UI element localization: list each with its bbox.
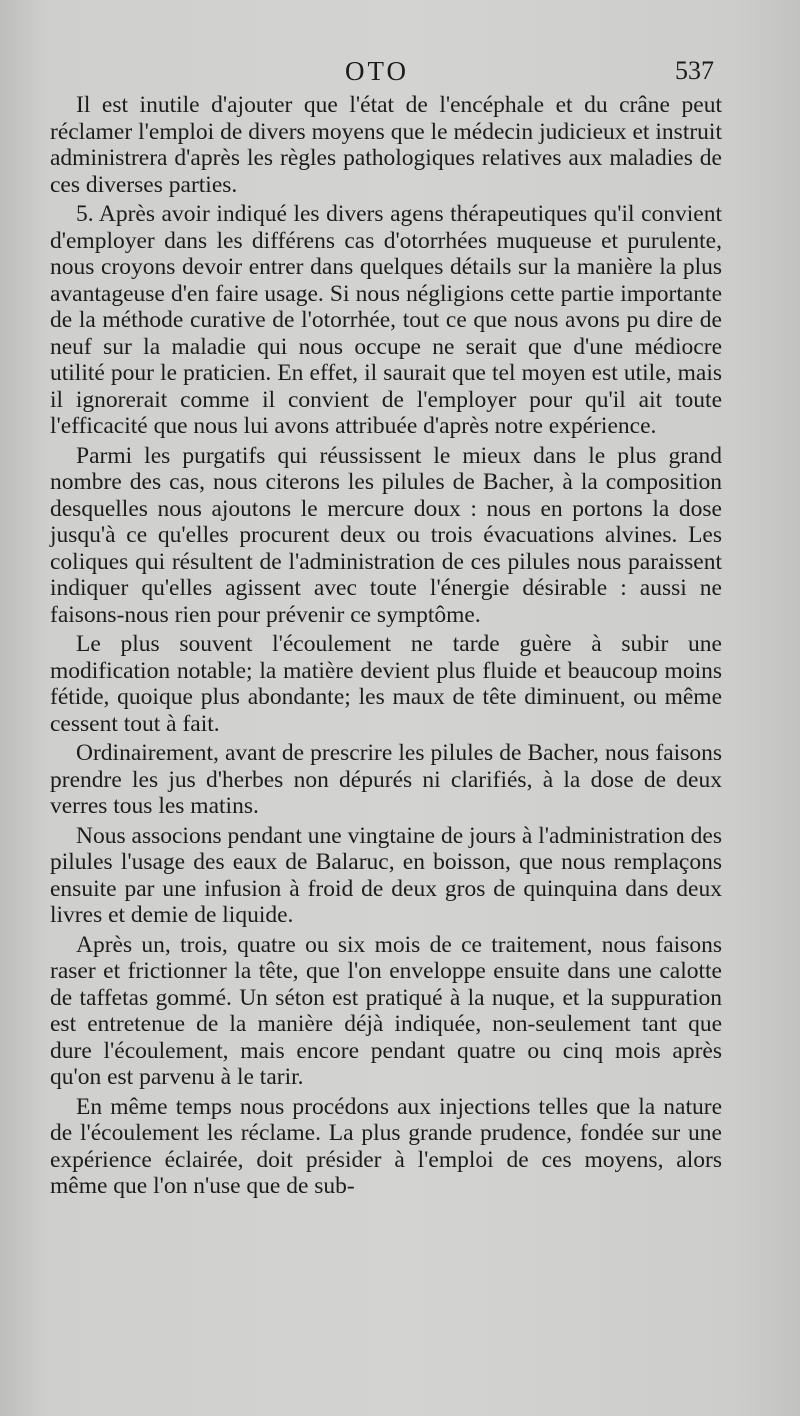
paragraph: Parmi les purgatifs qui réussissent le mieux dans le plus grand nombre des cas, nous citerons les pilules de Bacher, à la composition desquelles nous ajoutons le mercure doux : nous en portons la dose jusqu'à ce qu'elles procurent deux ou trois évacuations alvines. Les coliques qui résultent de l'administration de ces pilules nous paraissent indiquer qu'elles agissent avec toute l'énergie désirable : aussi ne faisons-nous rien pour prévenir ce symptôme. [50,442,722,628]
body-text [50,92,722,1203]
paragraph: Il est inutile d'ajouter que l'état de l'encéphale et du crâne peut réclamer l'emploi de divers moyens que le médecin judicieux et instruit administrera d'après les règles pathologiques relatives aux maladies de ces diverses parties. [50,92,722,198]
paragraph: Ordinairement, avant de prescrire les pilules de Bacher, nous faisons prendre les jus d'herbes non dépurés ni clarifiés, à la dose de deux verres tous les matins. [50,740,722,819]
page-header [0,56,800,90]
paragraph: En même temps nous procédons aux injections telles que la nature de l'écoulement les réclame. La plus grande prudence, fondée sur une expérience éclairée, doit présider à l'emploi de ces moyens, alors même que l'on n'use que de sub- [50,1093,722,1199]
running-head: OTO [345,56,410,86]
paragraph: Le plus souvent l'écoulement ne tarde guère à subir une modification notable; la matière devient plus fluide et beaucoup moins fétide, quoique plus abondante; les maux de tête diminuent, ou même cessent tout à fait. [50,631,722,737]
page-number: 537 [675,56,714,85]
paragraph: 5. Après avoir indiqué les divers agens thérapeutiques qu'il convient d'employer dans les différens cas d'otorrhées muqueuse et purulente, nous croyons devoir entrer dans quelques détails sur la manière la plus avantageuse d'en faire usage. Si nous négligions cette partie importante de la méthode curative de l'otorrhée, tout ce que nous avons pu dire de neuf sur la maladie qui nous occupe ne serait que d'une médiocre utilité pour le praticien. En effet, il saurait que tel moyen est utile, mais il ignorerait comme il convient de l'employer pour qu'il ait toute l'efficacité que nous lui avons attribuée d'après notre expérience. [50,201,722,439]
paragraph: Nous associons pendant une vingtaine de jours à l'administration des pilules l'usage des eaux de Balaruc, en boisson, que nous remplaçons ensuite par une infusion à froid de deux gros de quinquina dans deux livres et demie de liquide. [50,822,722,928]
paragraph: Après un, trois, quatre ou six mois de ce traitement, nous faisons raser et frictionner la tête, que l'on enveloppe ensuite dans une calotte de taffetas gommé. Un séton est pratiqué à la nuque, et la suppuration est entretenue de la manière déjà indiquée, non-seulement tant que dure l'écoulement, mais encore pendant quatre ou cinq mois après qu'on est parvenu à le tarir. [50,931,722,1090]
